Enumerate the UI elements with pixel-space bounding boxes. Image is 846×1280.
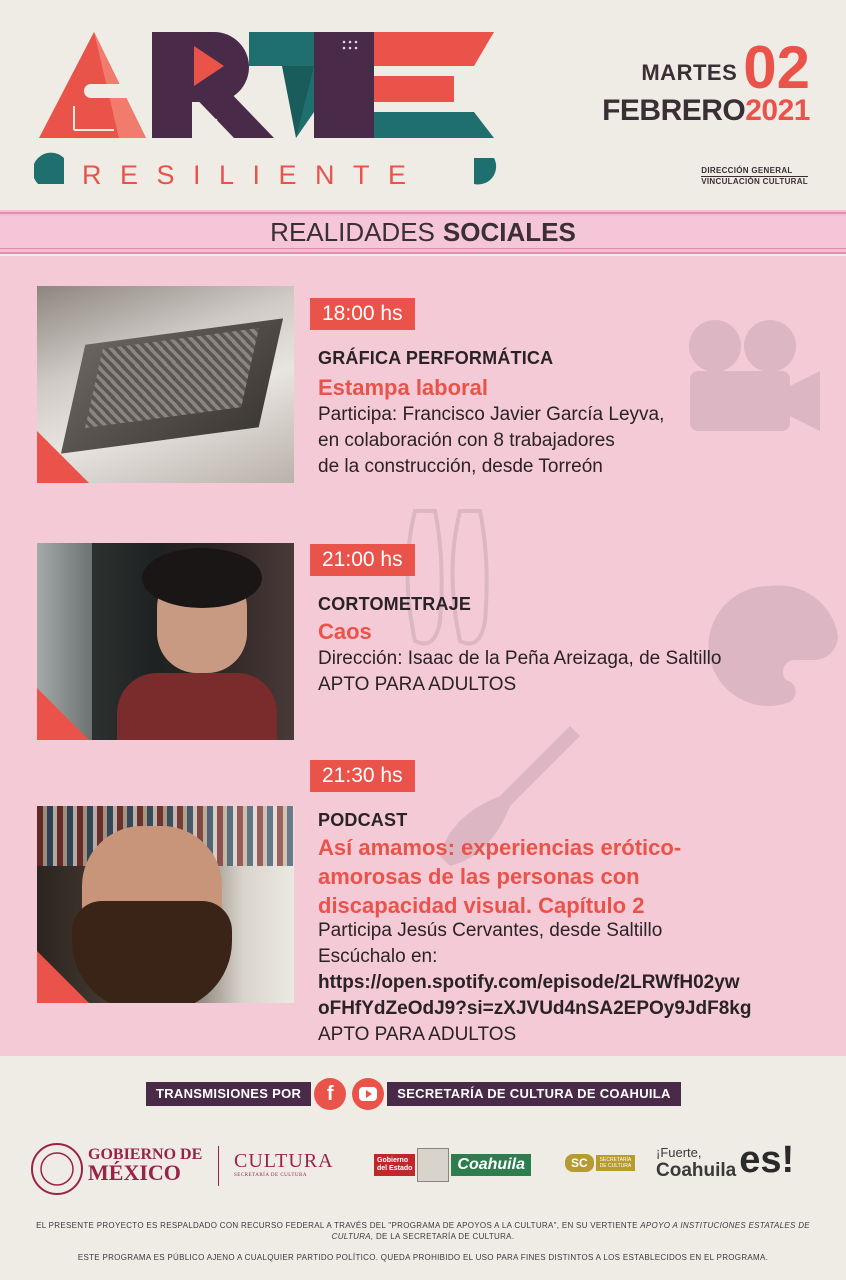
svg-text:RESILIENTE: RESILIENTE [82,160,425,190]
spotify-link[interactable]: https://open.spotify.com/episode/2LRWfH02yw oFHfYdZeOdJ9?si=zXJVUd4nSA2EPOy9JdF8kg [318,972,752,1019]
event-image-caos [37,543,294,740]
facebook-icon[interactable]: f [314,1078,346,1110]
org-credit: DIRECCIÓN GENERAL VINCULACIÓN CULTURAL [701,166,808,186]
legal-notice-2: ESTE PROGRAMA ES PÚBLICO AJENO A CUALQUIER PARTIDO POLÍTICO. QUEDA PROHIBIDO EL USO PARA FINES DISTINTOS A LOS ESTABLECIDOS EN EL PROGRAMA. [77,1253,769,1262]
program-panel [0,256,846,1056]
time-badge: 21:30 hs [310,760,415,792]
date-block [602,34,810,128]
sc-logo: SC SECRETARÍA DE CULTURA [565,1154,635,1172]
sponsor-logos [30,1140,820,1200]
event-description: Participa: Francisco Javier García Leyva, en colaboración con 8 trabajadores de la construcción, desde Torreón [318,404,665,477]
fuerte-coahuila-logo: ¡Fuerte, Coahuila es! [656,1139,795,1181]
section-banner [0,210,846,254]
event-image-estampa [37,286,294,483]
event-category: PODCAST [318,810,408,830]
event-title: Estampa laboral [318,375,488,400]
month-year: FEBRERO2021 [602,94,810,127]
arte-resiliente-logo [34,26,504,191]
event-title: Así amamos: experiencias erótico- amorosas de las personas con discapacidad visual. Capítulo 2 [318,835,682,918]
event-category: GRÁFICA PERFORMÁTICA [318,348,554,368]
banner-title-bold: SOCIALES [442,216,576,247]
transmissions-bar [146,1080,681,1108]
mexico-seal-icon [30,1142,84,1196]
day-number: 02 [743,34,810,101]
film-camera-icon [670,316,820,446]
ballet-shoes-icon [395,501,505,651]
time-badge: 18:00 hs [310,298,415,330]
legal-notice: EL PRESENTE PROYECTO ES RESPALDADO CON RECURSO FEDERAL A TRAVÉS DEL "PROGRAMA DE APOYOS A LA CULTURA", EN SU VERTIENTE APOYO A INSTITUCIONES ESTATALES DE CULTURA, DE LA SECRETARÍA DE CULTURA. [36,1221,810,1241]
day-of-week: MARTES [641,60,738,85]
banner-title-light: REALIDADES [270,216,435,247]
gobierno-mexico-logo: GOBIERNO DE MÉXICO [88,1146,203,1185]
coahuila-logo: Gobierno del Estado Coahuila [374,1148,546,1182]
channel-label: SECRETARÍA DE CULTURA DE COAHUILA [387,1082,681,1106]
youtube-icon[interactable] [352,1078,384,1110]
event-title: Caos [318,619,372,644]
transmissions-label: TRANSMISIONES POR [146,1082,311,1106]
event-description: Participa Jesús Cervantes, desde Saltillo Escúchalo en: https://open.spotify.com/episode/2LRWfH02yw oFHfYdZeOdJ9?si=zXJVUd4nSA2EPOy9JdF8kg APTO PARA ADULTOS [318,918,751,1048]
time-badge: 21:00 hs [310,544,415,576]
cultura-logo: CULTURA SECRETARÍA DE CULTURA [234,1150,334,1178]
event-description: Dirección: Isaac de la Peña Areizaga, de Saltillo APTO PARA ADULTOS [318,648,722,695]
age-rating: APTO PARA ADULTOS [318,1024,517,1045]
event-image-podcast [37,806,294,1003]
event-category: CORTOMETRAJE [318,594,472,614]
